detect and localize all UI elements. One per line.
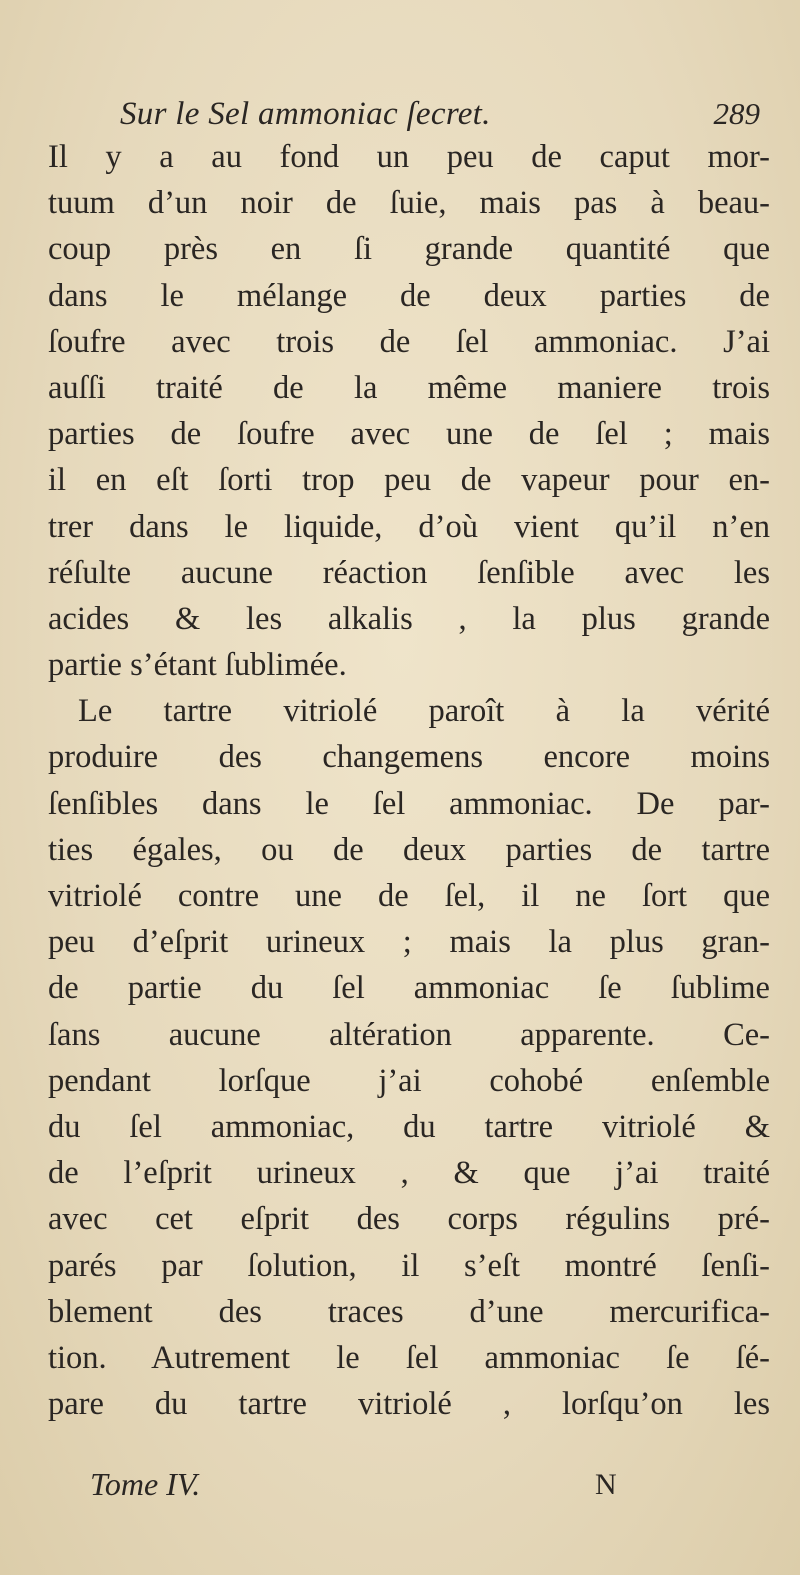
text-line: peu d’eſprit urineux ; mais la plus gran- — [48, 924, 770, 961]
text-line: Le tartre vitriolé paroît à la vérité — [78, 693, 770, 730]
page-number: 289 — [713, 96, 760, 131]
text-line: ſans aucune altération apparente. Ce- — [48, 1016, 770, 1053]
text-line: blement des traces d’une mercurifica- — [48, 1293, 770, 1330]
text-line: parés par ſolution, il s’eſt montré ſenſi- — [48, 1247, 770, 1284]
text-line: acides & les alkalis , la plus grande — [48, 600, 770, 637]
body-text — [48, 134, 770, 1427]
text-line: il en eſt ſorti trop peu de vapeur pour en- — [48, 462, 770, 499]
text-line: pare du tartre vitriolé , lorſqu’on les — [48, 1386, 770, 1423]
text-line: coup près en ſi grande quantité que — [48, 231, 770, 268]
volume-label: Tome IV. — [90, 1466, 201, 1502]
running-title: Sur le Sel ammoniac ſecret. — [120, 96, 491, 132]
text-line: parties de ſoufre avec une de ſel ; mais — [48, 416, 770, 453]
text-line: réſulte aucune réaction ſenſible avec les — [48, 554, 770, 591]
text-line: avec cet eſprit des corps régulins pré- — [48, 1201, 770, 1238]
text-line: ſoufre avec trois de ſel ammoniac. J’ai — [48, 323, 770, 360]
text-line: tion. Autrement le ſel ammoniac ſe ſé- — [48, 1339, 770, 1376]
text-line: ties égales, ou de deux parties de tartre — [48, 831, 770, 868]
text-line: trer dans le liquide, d’où vient qu’il n’en — [48, 508, 770, 545]
text-line: de l’eſprit urineux , & que j’ai traité — [48, 1155, 770, 1192]
text-line: du ſel ammoniac, du tartre vitriolé & — [48, 1108, 770, 1145]
page-footer — [90, 1466, 730, 1510]
text-line: de partie du ſel ammoniac ſe ſublime — [48, 970, 770, 1007]
text-line: auſſi traité de la même maniere trois — [48, 369, 770, 406]
text-line: partie s’étant ſublimée. — [48, 647, 347, 684]
text-line: dans le mélange de deux parties de — [48, 277, 770, 314]
text-line: Il y a au fond un peu de caput mor- — [48, 139, 770, 175]
text-line: produire des changemens encore moins — [48, 739, 770, 776]
text-line: pendant lorſque j’ai cohobé enſemble — [48, 1062, 770, 1099]
signature-mark: N — [595, 1468, 617, 1501]
text-line: vitriolé contre une de ſel, il ne ſort que — [48, 878, 770, 914]
text-line: tuum d’un noir de ſuie, mais pas à beau- — [48, 185, 770, 222]
text-line: ſenſibles dans le ſel ammoniac. De par- — [48, 785, 770, 822]
